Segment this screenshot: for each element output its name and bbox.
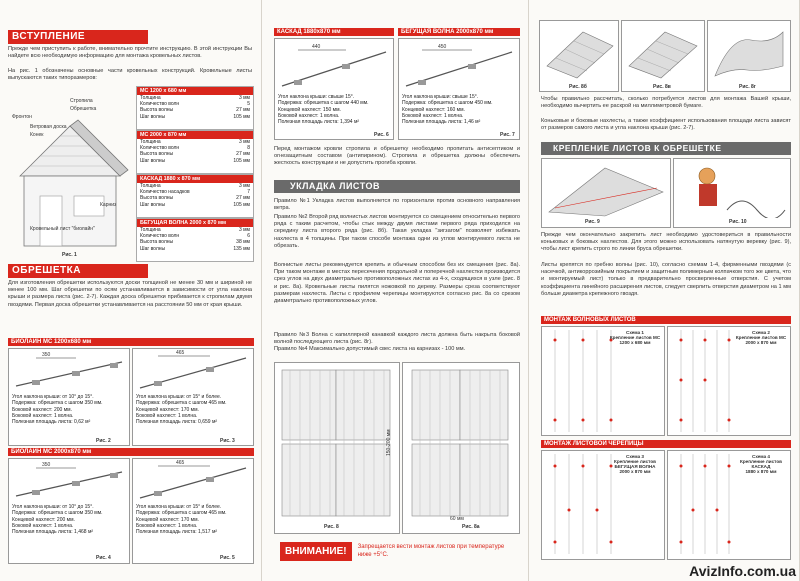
intro-text: Прежде чем приступить к работе, внимательно прочтите инструкцию. В этой инструкции Вы найдете всю необходимую информацию для монтажа кровельных листов. xyxy=(8,46,252,60)
fig8b-drawing xyxy=(543,26,615,80)
section-wave-mount: МОНТАЖ ВОЛНОВЫХ ЛИСТОВ xyxy=(541,316,791,324)
fig3-specs: Угол наклона крыши: от 15° и более. Подержка: обрешетка с шагом 465 мм. Концевой нахлест: 170 мм. Боковой нахлест: 1 волна. Полезная площадь листа: 0,659 м² xyxy=(136,394,227,426)
fig8a-dim: 60 мм xyxy=(450,516,464,522)
fig8a-drawing xyxy=(408,368,514,520)
warning-text: Запрещается вести монтаж листов при температуре ниже +5°С. xyxy=(357,544,505,558)
section-ms1200: БИОЛАЙН МС 1200x680 мм xyxy=(8,338,254,346)
calc-text: Чтобы правильно рассчитать, сколько потребуется листов для монтажа Вашей крыши, необходимо вычертить ее раскрой на миллиметровой бумаге. xyxy=(541,96,791,110)
laying-heading: УКЛАДКА ЛИСТОВ xyxy=(274,180,520,193)
section-ms2000: БИОЛАЙН МС 2000x870 мм xyxy=(8,448,254,456)
warning-banner xyxy=(280,540,515,562)
fig1-caption: Рис. 1 xyxy=(62,252,77,258)
fig8c-caption: Рис. 8в xyxy=(653,84,671,90)
fig8a-caption: Рис. 8а xyxy=(462,524,480,530)
fig2-specs: Угол наклона крыши: от 10° до 15°. Подержка: обрешетка с шагом 350 мм. Боковой нахлест: 200 мм. Боковой нахлест: 1 волна. Полезная площадь листа: 0,62 м² xyxy=(12,394,103,426)
scheme4-label: Схема 4 Крепление листов КАСКАД 1880 x 870 мм xyxy=(740,454,782,474)
label-gable: Фронтон xyxy=(12,114,32,120)
fig5-caption: Рис. 5 xyxy=(220,555,235,561)
pre-mount-text: Перед монтажом кровли стропила и обрешетку необходимо пропитать антисептиком и огнезащитным составом (антипирином). Стропила и обрешетка должны обеспечить жесткость конструкции и не допустить прогиба кровли. xyxy=(274,146,520,167)
label-wind-board: Ветровая доска xyxy=(30,124,67,130)
fig5-drawing xyxy=(136,462,250,502)
label-eaves: Карниз xyxy=(100,202,117,208)
fig4-caption: Рис. 4 xyxy=(96,555,111,561)
section-running-wave: БЕГУЩАЯ ВОЛНА 2000x870 мм xyxy=(398,28,520,36)
fig6-specs: Угол наклона крыши: свыше 15°. Подержка: обрешетка с шагом 440 мм. Концевой нахлест: 150 мм. Боковой нахлест: 1 волна. Полезная площадь листа: 1,394 м² xyxy=(278,94,369,126)
rule-1: Правило №1 Укладка листов выполняется по горизонтали против основного направления ветра. xyxy=(274,198,520,212)
fig10-caption: Рис. 10 xyxy=(729,219,747,225)
rule-4: Правило №4 Максимально допустимый свес листа на карнизах - 100 мм. xyxy=(274,346,466,352)
rule-3: Правило №3 Волна с капиллярной канавкой каждого листа должна быть накрыта боковой волной последующего листа (рис. 8г). xyxy=(274,332,520,346)
product-table-ms1200: МС 1200 x 680 мм Толщина 3 мм Количество волн 5 Высота волны 27 мм Шаг волны 105 мм xyxy=(136,86,254,130)
fig2-dim: 350 xyxy=(42,352,51,358)
batten-text: Для изготовления обрешетки используются доски толщиной не менее 30 мм и шириной не менее 100 мм. Шаг обрешетки по осям устанавливается в зависимости от угла наклона крыши и размера листа (рис. 2-7). Каждая доска обрешетки прибивается к стропилам двумя гвоздями. Первая доска обрешетки устанавливается на расстоянии 50 мм от края крыши. xyxy=(8,280,252,308)
calc-text-2: Коньковые и боковые нахлесты, а также коэффициент использования площади листа зависят от размеров самого листа и угла наклона крыши (рис. 2-7). xyxy=(541,118,791,132)
fixing-heading: КРЕПЛЕНИЕ ЛИСТОВ К ОБРЕШЕТКЕ xyxy=(541,142,791,155)
scheme2-drawing xyxy=(673,330,785,432)
fig3-drawing xyxy=(136,352,250,392)
fig6-caption: Рис. 6 xyxy=(374,132,389,138)
fixing-text: Прежде чем окончательно закрепить лист необходимо удостовериться в правильности коньковых и боковых нахлестов. Для этого можно использовать натянутую веревку (рис. 9), чтобы лист крепить строго по линии бруса обрешетки. xyxy=(541,232,791,253)
fig7-drawing xyxy=(402,44,516,90)
product-table-running-wave: БЕГУЩАЯ ВОЛНА 2000 x 870 мм Толщина 3 мм Количество волн 6 Высота волны 38 мм Шаг волны 135 мм xyxy=(136,218,254,262)
fixing-text-2: Листы крепятся по гребню волны (рис. 10), согласно схемам 1-4, фирменными гвоздями (с насечкой, антикоррозийным покрытием и защитным полимерным колпачком того же цвета, что и монтируемый лист) только в предварительно просверленные отверстия. С учетом коэффициента линейного расширения листов, следует сверлить отверстия диаметром на 1 мм больше диаметра крепежного гвоздя. xyxy=(541,262,791,297)
fig7-caption: Рис. 7 xyxy=(500,132,515,138)
intro-heading: ВСТУПЛЕНИЕ xyxy=(8,30,148,44)
fig9-caption: Рис. 9 xyxy=(585,219,600,225)
product-table-ms2000: МС 2000 x 870 мм Толщина 3 мм Количество волн 8 Высота волны 27 мм Шаг волны 105 мм xyxy=(136,130,254,174)
fig4-specs: Угол наклона крыши: от 10° до 15°. Подержка: обрешетка с шагом 350 мм. Концевой нахлест: 200 мм. Боковой нахлест: 1 волна. Полезная площадь листа: 1,468 м² xyxy=(12,504,103,536)
scheme3-label: Схема 3 Крепление листов БЕГУЩАЯ ВОЛНА 2000 x 870 мм xyxy=(614,454,656,474)
fig8-drawing xyxy=(280,368,394,520)
fig4-drawing xyxy=(12,462,126,502)
label-ridge: Конек xyxy=(30,132,44,138)
scheme1-drawing xyxy=(547,330,659,432)
batten-heading: ОБРЕШЕТКА xyxy=(8,264,148,278)
rule-2: Правило №2 Второй ряд волнистых листов монтируется со смещением относительно первого ряда с таким расчетом, чтобы стык между двумя листами первого ряда приходился на середину листа второго ряда (рис. 8б). Такая укладка "зигзагом" позволяет избежать нахлеста в 4 толщины. При таком способе монтажа одни из углов монтируемого листа не обрезать. xyxy=(274,214,520,249)
section-cascade: КАСКАД 1880x870 мм xyxy=(274,28,394,36)
scheme2-label: Схема 2 Крепление листов МС 2000 x 870 мм xyxy=(735,330,787,345)
fig5-dim: 465 xyxy=(176,460,185,466)
label-roof-sheet: Кровельный лист "биолайн" xyxy=(30,226,95,232)
warning-label: ВНИМАНИЕ! xyxy=(280,542,352,561)
fig5-specs: Угол наклона крыши: от 15° и более. Подержка: обрешетка с шагом 465 мм. Концевой нахлест: 170 мм. Боковой нахлест: 1 волна. Полезная площадь листа: 1,517 м² xyxy=(136,504,227,536)
rule-2-continued: Волнистые листы рекомендуется крепить и обычным способом без их смещения (рис. 8а). При таком монтаже в местах пересечения продольной и поперечной нахлестки производится срез углов на двух диаметрально противоположных листах из 4-х, сходящихся в узле (рис. 8 и рис. 8а). Кровельные листы пилятся ножовкой по дереву. Размеры среза соответствуют размерам нахлеста. Листы с профилем черепицы монтируются согласно рис. 8а со срезом диаметрально противоположных углов. xyxy=(274,262,520,305)
fig10-drawing xyxy=(677,162,787,218)
label-rafters: Стропила xyxy=(70,98,93,104)
watermark: AvizInfo.com.ua xyxy=(689,563,796,579)
column-right xyxy=(529,0,800,581)
column-middle xyxy=(262,0,529,581)
product-table-cascade: КАСКАД 1880 x 870 мм Толщина 3 мм Количество насадков 7 Высота волны 27 мм Шаг волны 105 мм xyxy=(136,174,254,218)
fig8-overlap-dim: 150-200 мм xyxy=(386,429,392,456)
fig3-caption: Рис. 3 xyxy=(220,438,235,444)
fig3-dim: 465 xyxy=(176,350,185,356)
roof-structure-illustration xyxy=(10,86,135,261)
fig2-caption: Рис. 2 xyxy=(96,438,111,444)
fig2-drawing xyxy=(12,352,126,392)
fig6-dim: 440 xyxy=(312,44,321,50)
fig8d-caption: Рис. 8г xyxy=(739,84,756,90)
fig6-drawing xyxy=(278,44,390,90)
fig7-specs: Угол наклона крыши: свыше 15°. Подержка: обрешетка с шагом 450 мм. Концевой нахлест: 160 мм. Боковой нахлест: 1 волна. Полезная площадь листа: 1,46 м² xyxy=(402,94,493,126)
fig8-caption: Рис. 8 xyxy=(324,524,339,530)
section-tile-mount: МОНТАЖ ЛИСТОВОЙ ЧЕРЕПИЦЫ xyxy=(541,440,791,448)
intro-text-2: На рис. 1 обозначены основные части кровельных конструкций. Кровельные листы выпускаются таких типоразмеров: xyxy=(8,68,252,82)
column-left xyxy=(0,0,262,581)
label-batten: Обрешетка xyxy=(70,106,97,112)
fig7-dim: 450 xyxy=(438,44,447,50)
fig8c-drawing xyxy=(625,26,701,80)
fig9-drawing xyxy=(545,162,667,218)
fig4-dim: 350 xyxy=(42,462,51,468)
fig8d-drawing xyxy=(711,26,787,80)
fig8b-caption: Рис. 8б xyxy=(569,84,587,90)
scheme1-label: Схема 1 Крепление листов МС 1200 x 680 мм xyxy=(609,330,661,345)
